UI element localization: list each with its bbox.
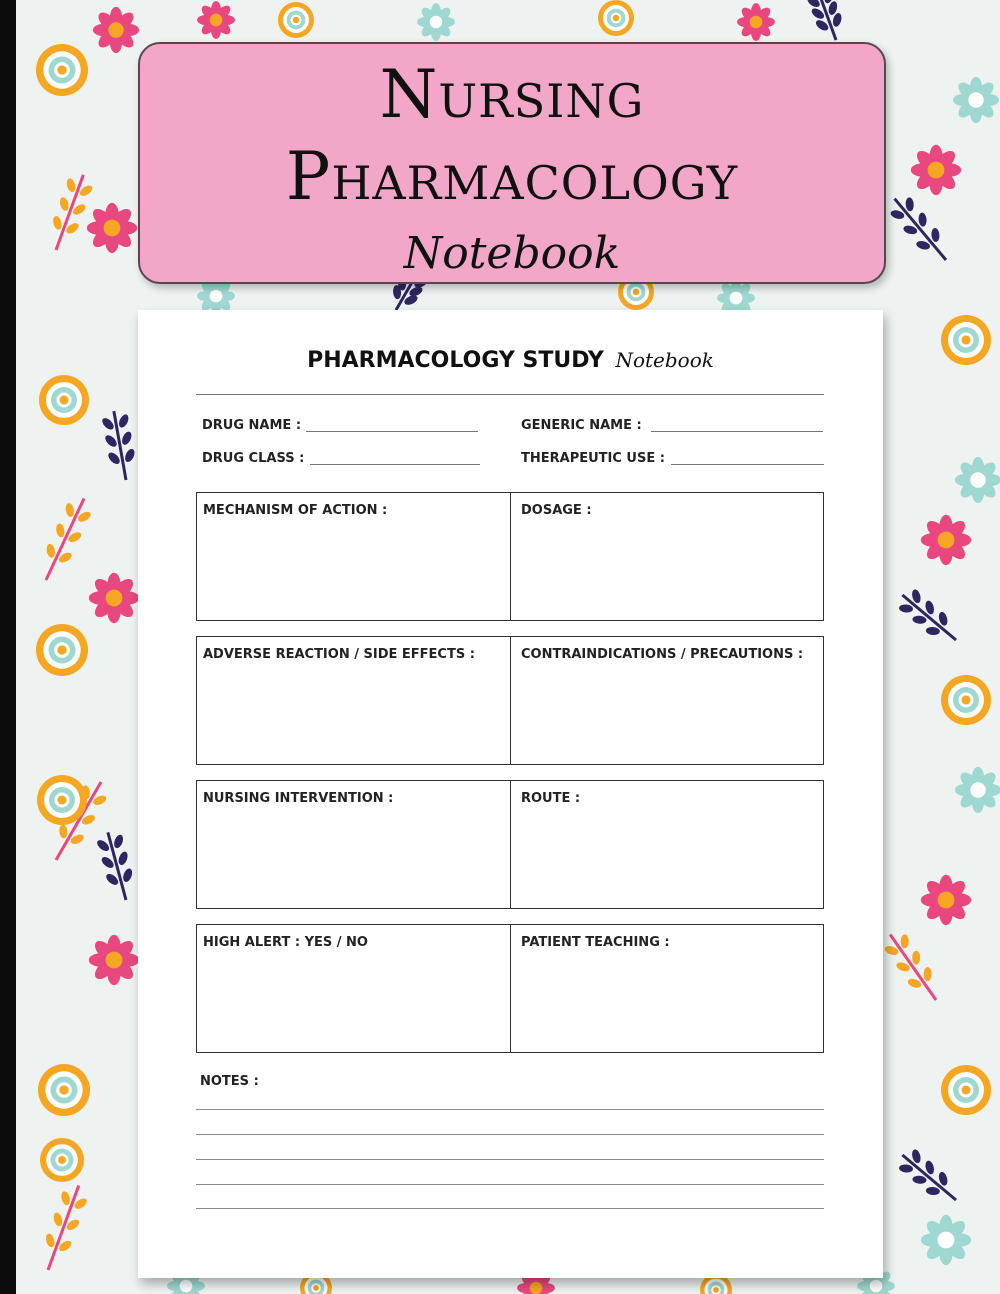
high-alert-teaching-box: [196, 924, 824, 1053]
ring-flower-icon: [598, 0, 634, 36]
adverse-reaction-label: ADVERSE REACTION / SIDE EFFECTS :: [203, 647, 475, 662]
box-divider: [510, 637, 511, 764]
notes-line: [196, 1184, 824, 1185]
study-sheet-preview: [138, 310, 883, 1278]
title-rule: [196, 394, 824, 395]
sprig-icon: [34, 1180, 94, 1275]
sprig-icon: [893, 1143, 966, 1211]
notes-label: NOTES :: [200, 1074, 259, 1089]
ring-flower-icon: [39, 375, 89, 425]
flower-icon: [93, 7, 139, 53]
drug-name-line: [306, 431, 478, 432]
ring-flower-icon: [37, 775, 87, 825]
cover-title-line1: Nursing: [379, 56, 645, 133]
ring-flower-icon: [40, 1138, 84, 1182]
flower-icon: [737, 3, 775, 41]
cover-title-banner: [138, 42, 886, 284]
route-label: ROUTE :: [521, 791, 581, 806]
mechanism-dosage-box: [196, 492, 824, 621]
nursing-intervention-label: NURSING INTERVENTION :: [203, 791, 394, 806]
sheet-title-script: Notebook: [615, 348, 714, 372]
flower-icon: [87, 203, 137, 253]
ring-flower-icon: [36, 44, 88, 96]
notes-line: [196, 1159, 824, 1160]
drug-class-line: [310, 464, 480, 465]
therapeutic-use-line: [671, 464, 824, 465]
flower-icon: [955, 457, 1000, 503]
patient-teaching-label: PATIENT TEACHING :: [521, 935, 670, 950]
flower-icon: [953, 77, 999, 123]
notes-line: [196, 1109, 824, 1110]
ring-flower-icon: [941, 1065, 991, 1115]
generic-name-label: GENERIC NAME :: [521, 418, 642, 433]
sprig-icon: [883, 189, 958, 270]
cover-subtitle: Notebook: [403, 228, 621, 279]
sprig-icon: [93, 828, 141, 904]
flower-icon: [911, 145, 961, 195]
sprig-icon: [893, 583, 966, 651]
flower-icon: [955, 767, 1000, 813]
sheet-title-main: PHARMACOLOGY STUDY: [307, 348, 604, 373]
flower-icon: [417, 3, 455, 41]
cover-title-line2: Pharmacology: [285, 138, 739, 215]
ring-flower-icon: [38, 1064, 90, 1116]
flower-icon: [921, 515, 971, 565]
high-alert-label: HIGH ALERT : YES / NO: [203, 935, 368, 950]
generic-name-line: [651, 431, 823, 432]
flower-icon: [921, 1215, 971, 1265]
contraindications-label: CONTRAINDICATIONS / PRECAUTIONS :: [521, 647, 804, 662]
dosage-label: DOSAGE :: [521, 503, 592, 518]
intervention-route-box: [196, 780, 824, 909]
ring-flower-icon: [36, 624, 88, 676]
sprig-icon: [32, 492, 98, 586]
book-spine: [0, 0, 16, 1294]
box-divider: [510, 493, 511, 620]
flower-icon: [89, 573, 139, 623]
ring-flower-icon: [941, 315, 991, 365]
adverse-contraindications-box: [196, 636, 824, 765]
sprig-icon: [878, 926, 949, 1009]
sprig-icon: [42, 170, 98, 256]
flower-icon: [197, 1, 235, 39]
sheet-title: [138, 348, 883, 373]
sprig-icon: [99, 408, 141, 482]
ring-flower-icon: [278, 2, 314, 38]
notes-line: [196, 1134, 824, 1135]
sprig-icon: [804, 0, 850, 45]
flower-icon: [921, 875, 971, 925]
box-divider: [510, 781, 511, 908]
therapeutic-use-label: THERAPEUTIC USE :: [521, 451, 665, 466]
flower-icon: [89, 935, 139, 985]
box-divider: [510, 925, 511, 1052]
mechanism-of-action-label: MECHANISM OF ACTION :: [203, 503, 388, 518]
notes-line: [196, 1208, 824, 1209]
drug-class-label: DRUG CLASS :: [202, 451, 305, 466]
drug-name-label: DRUG NAME :: [202, 418, 302, 433]
ring-flower-icon: [941, 675, 991, 725]
